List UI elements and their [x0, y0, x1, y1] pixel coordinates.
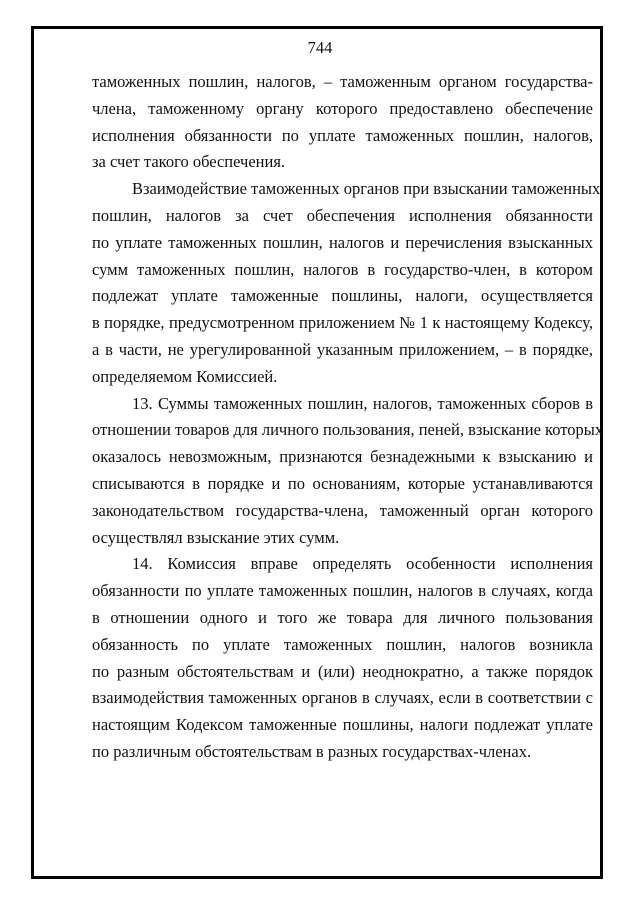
text-line: по разным обстоятельствам и (или) неоднократно, а также порядок	[92, 661, 593, 681]
text-line: исполнения обязанности по уплате таможенных пошлин, налогов,	[92, 125, 593, 145]
text-line: списываются в порядке и по основаниям, которые устанавливаются	[92, 473, 593, 493]
text-line: осуществлял взыскание этих сумм.	[92, 527, 340, 547]
paragraph	[92, 69, 593, 176]
text-line: а в части, не урегулированной указанным приложением, – в порядке,	[92, 339, 593, 359]
text-line: за счет такого обеспечения.	[92, 152, 286, 172]
text-line: 14. Комиссия вправе определять особенности исполнения	[132, 554, 593, 574]
text-line: в порядке, предусмотренном приложением № 1 к настоящему Кодексу,	[92, 313, 593, 333]
text-line: обязанности по уплате таможенных пошлин, налогов в случаях, когда	[92, 581, 593, 601]
text-line: Взаимодействие таможенных органов при взыскании таможенных	[132, 179, 601, 199]
text-line: подлежат уплате таможенные пошлины, налоги, осуществляется	[92, 286, 593, 306]
paragraph	[92, 391, 604, 552]
text-line: настоящим Кодексом таможенные пошлины, налоги подлежат уплате	[92, 715, 593, 735]
text-line: пошлин, налогов за счет обеспечения исполнения обязанности	[92, 205, 593, 225]
text-line: взаимодействия таможенных органов в случаях, если в соответствии с	[92, 688, 593, 708]
text-line: таможенных пошлин, налогов, – таможенным органом государства-	[92, 72, 593, 91]
text-line: сумм таможенных пошлин, налогов в государство-член, в котором	[92, 259, 593, 279]
paragraph	[92, 176, 601, 390]
text-line: законодательством государства-члена, таможенный орган которого	[92, 500, 593, 520]
text-line: по уплате таможенных пошлин, налогов и перечисления взысканных	[92, 232, 593, 252]
text-line: оказалось невозможным, признаются безнадежными к взысканию и	[92, 447, 593, 467]
text-line: члена, таможенному органу которого предоставлено обеспечение	[92, 98, 593, 118]
text-line: определяемом Комиссией.	[92, 366, 278, 386]
text-line: по различным обстоятельствам в разных государствах-членах.	[92, 741, 532, 761]
paragraph	[92, 551, 593, 765]
text-line: обязанность по уплате таможенных пошлин, налогов возникла	[92, 634, 593, 654]
text-line: 13. Суммы таможенных пошлин, налогов, таможенных сборов в	[132, 393, 593, 413]
text-line: в отношении одного и того же товара для личного пользования	[92, 607, 593, 627]
document-body	[92, 69, 604, 766]
text-line: отношении товаров для личного пользования, пеней, взыскание которых	[92, 420, 604, 440]
page-number: 744	[307, 38, 333, 57]
